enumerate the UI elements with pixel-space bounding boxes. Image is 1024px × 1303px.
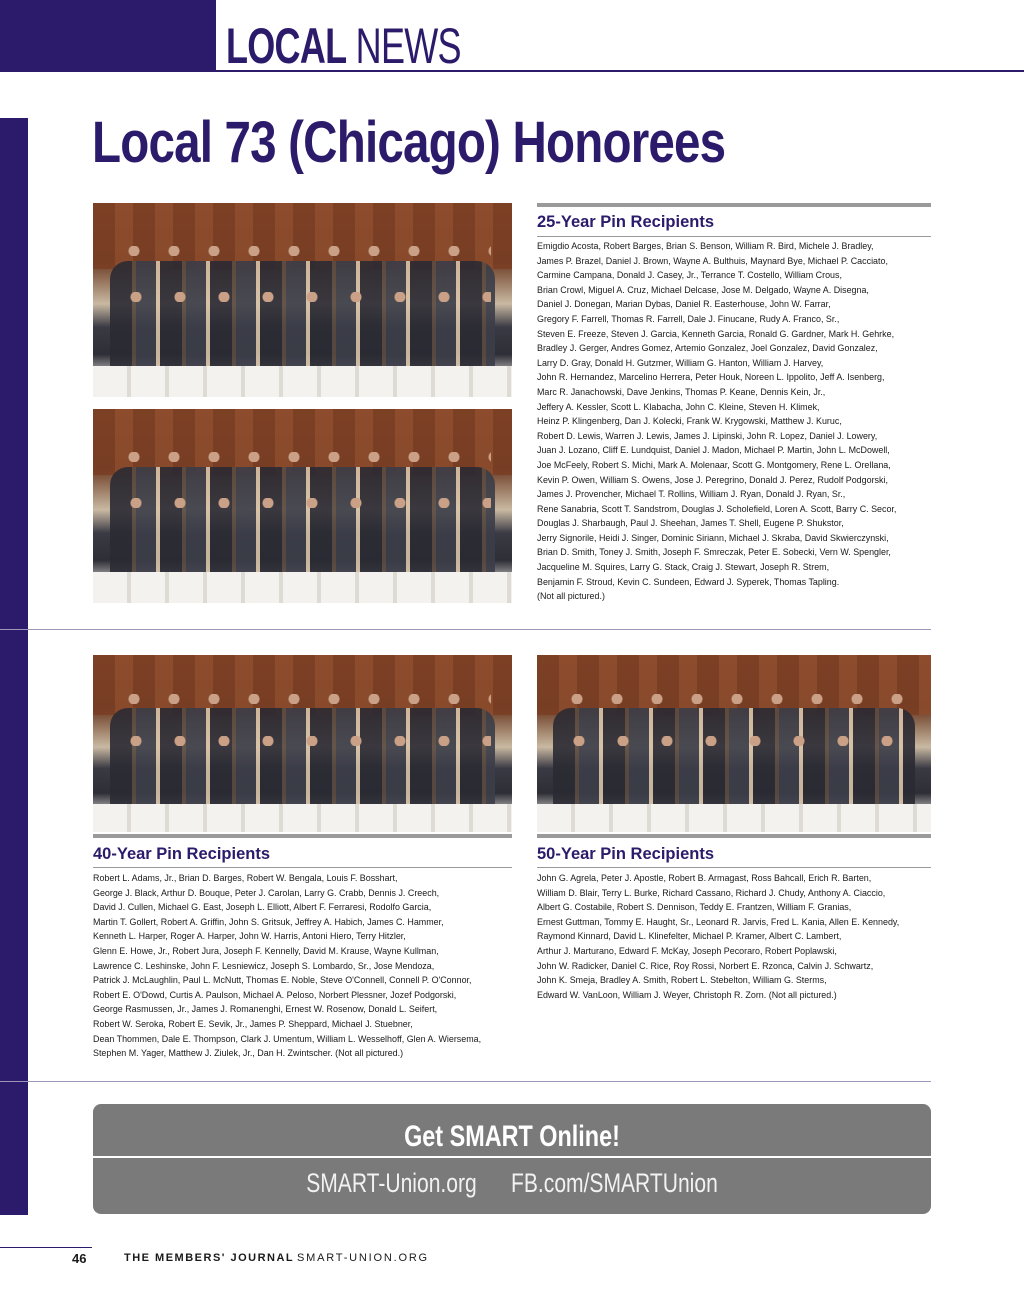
- group-photo-25-year-1: [93, 203, 512, 397]
- pin40-names: Robert L. Adams, Jr., Brian D. Barges, Robert W. Bengala, Louis F. Bosshart, George J. Black, Arthur D. Bouque, Peter J. Carolan, Larry G. Crabb, Dennis J. Creech, David J. Cullen, Michael G. East, Joseph L. Elliott, Albert F. Ferraresi, Rodolfo Garcia, Martin T. Gollert, Robert A. Griffin, John S. Gritsuk, Jeffrey A. Habich, James C. Hammer, Kenneth L. Harper, Roger A. Harper, John W. Harris, Antoni Hiero, Terry Hitzler, Glenn E. Howe, Jr., Robert Jura, Joseph F. Kennelly, David M. Krause, Wayne Kullman, Lawrence C. Leshinske, John F. Lesniewicz, Joseph S. Lombardo, Sr., Jose Mendoza, Patrick J. McLaughlin, Paul L. McNutt, Thomas E. Noble, Steve O'Connell, Connell P. O'Connor, Robert E. O'Dowd, Curtis A. Paulson, Michael A. Peloso, Norbert Plessner, Jozef Podgorski, George Rasmussen, Jr., James J. Romanenghi, Ernest W. Rosenow, Donald L. Seifert, Robert W. Seroka, Robert E. Sevik, Jr., James P. Sheppard, Michael J. Stuebner, Dean Thommen, Dale E. Thompson, Clark J. Umentum, William L. Wesselhoff, Glen A. Wiersema, Stephen M. Yager, Matthew J. Ziulek, Jr., Dan H. Zwintscher. (Not all pictured.): [93, 873, 482, 1060]
- section-label-light: NEWS: [355, 18, 461, 74]
- left-accent-bar: [0, 118, 28, 1215]
- group-photo-40-year: [93, 655, 512, 832]
- page-number: 46: [72, 1251, 87, 1266]
- footer-rule: [0, 1247, 92, 1248]
- cta-divider: [93, 1156, 931, 1158]
- page-headline: Local 73 (Chicago) Honorees: [92, 110, 726, 175]
- website-link[interactable]: SMART-Union.org: [306, 1168, 477, 1198]
- pin40-heading: 40-Year Pin Recipients: [93, 845, 270, 863]
- pin40-heading-rule: [93, 867, 512, 868]
- cta-title: Get SMART Online!: [404, 1120, 620, 1153]
- group-photo-50-year: [537, 655, 931, 832]
- pin50-names: John G. Agrela, Peter J. Apostle, Robert B. Armagast, Ross Bahcall, Erich R. Barten, William D. Blair, Terry L. Burke, Richard Cassano, Richard J. Chudy, Anthony A. Ciaccio, Albert G. Costabile, Robert S. Dennison, Teddy E. Frantzen, William F. Granias, Ernest Guttman, Tommy E. Haught, Sr., Leonard R. Jarvis, Fred L. Kania, Allen E. Kennedy, Raymond Kinnard, David L. Klinefelter, Michael P. Kramer, Albert C. Lambert, Arthur J. Marturano, Edward F. McKay, Joseph Pecoraro, Robert Poplawski, John W. Radicker, Daniel C. Rice, Roy Rossi, Norbert E. Rzonca, Calvin J. Schwartz, John K. Smeja, Bradley A. Smith, Robert L. Stebelton, William G. Sterms, Edward W. VanLoon, William J. Weyer, Christoph R. Zorn. (Not all pictured.): [537, 873, 900, 1001]
- section-divider-1: [0, 629, 931, 630]
- section-label: [226, 20, 461, 72]
- pin25-names: Emigdio Acosta, Robert Barges, Brian S. Benson, William R. Bird, Michele J. Bradley, James P. Brazel, Daniel J. Brown, Wayne A. Bulthuis, Maynard Bye, Michael P. Cacciato, Carmine Campana, Donald J. Casey, Jr., Terrance T. Costello, William Crous, Brian Crowl, Miguel A. Cruz, Michael Delcase, Jose M. Delgado, Wayne A. Disegna, Daniel J. Donegan, Marian Dybas, Daniel R. Easterhouse, John W. Farrar, Gregory F. Farrell, Thomas R. Farrell, Dale J. Finucane, Rudy A. Franco, Sr., Steven E. Freeze, Steven J. Garcia, Kenneth Garcia, Ronald G. Gardner, Mark H. Gehrke, Bradley J. Gerger, Andres Gomez, Artemio Gonzalez, Joel Gonzalez, David Gonzalez, Larry D. Gray, Donald H. Gutzmer, William G. Hanton, William J. Harvey, John R. Hernandez, Marcelino Herrera, Peter Houk, Noreen L. Ippolito, Jeff A. Isenberg, Marc R. Janachowski, Dave Jenkins, Thomas P. Keane, Dennis Kein, Jr., Jeffery A. Kessler, Scott L. Klabacha, John C. Kleine, Steven H. Klimek, Heinz P. Klingenberg, Dan J. Kolecki, Frank W. Krygowski, Matthew J. Kuruc, Robert D. Lewis, Warren J. Lewis, James J. Lipinski, John R. Lopez, Daniel J. Lowery, Juan J. Lozano, Cliff E. Lundquist, Daniel J. Madon, Michael P. Martin, John L. McDowell, Joe McFeely, Robert S. Michi, Mark A. Molenaar, Scott G. Montgomery, Rene L. Orellana, Kevin P. Owen, William S. Owens, Jose J. Peregrino, Donald J. Perez, Rudolf Podgorski, James J. Provencher, Michael T. Rollins, William J. Ryan, Donald J. Ryan, Sr., Rene Sanabria, Scott T. Sandstrom, Douglas J. Scholefield, Loren A. Scott, Barry C. Secor, Douglas J. Sharbaugh, Paul J. Sheehan, James T. Shell, Eugene P. Shukstor, Jerry Signorile, Heidi J. Singer, Dominic Siriann, Michael J. Skraba, David Skwierczynski, Brian D. Smith, Toney J. Smith, Joseph F. Smreczak, Peter E. Sobecki, Vern W. Spengler, Jacqueline M. Squires, Larry G. Stack, Craig J. Stewart, Joseph R. Strem, Benjamin F. Stroud, Kevin C. Sundeen, Edward J. Syperek, Thomas Tapling. (Not all pictured.): [537, 241, 897, 603]
- pin25-heading-rule: [537, 236, 931, 237]
- publication-name: THE MEMBERS' JOURNAL: [124, 1252, 295, 1264]
- pin50-heading-rule: [537, 867, 931, 868]
- group-photo-25-year-2: [93, 409, 512, 603]
- facebook-link[interactable]: FB.com/SMARTUnion: [511, 1168, 718, 1198]
- pin25-top-rule: [537, 203, 931, 207]
- pin50-top-rule: [537, 834, 931, 838]
- cta-links: [185, 1168, 839, 1199]
- pin25-heading: 25-Year Pin Recipients: [537, 213, 714, 231]
- header-color-block: [0, 0, 216, 72]
- section-divider-2: [0, 1081, 931, 1082]
- section-label-bold: LOCAL: [226, 18, 347, 74]
- footer-url: SMART-UNION.ORG: [297, 1252, 429, 1264]
- pin40-top-rule: [93, 834, 512, 838]
- pin50-heading: 50-Year Pin Recipients: [537, 845, 714, 863]
